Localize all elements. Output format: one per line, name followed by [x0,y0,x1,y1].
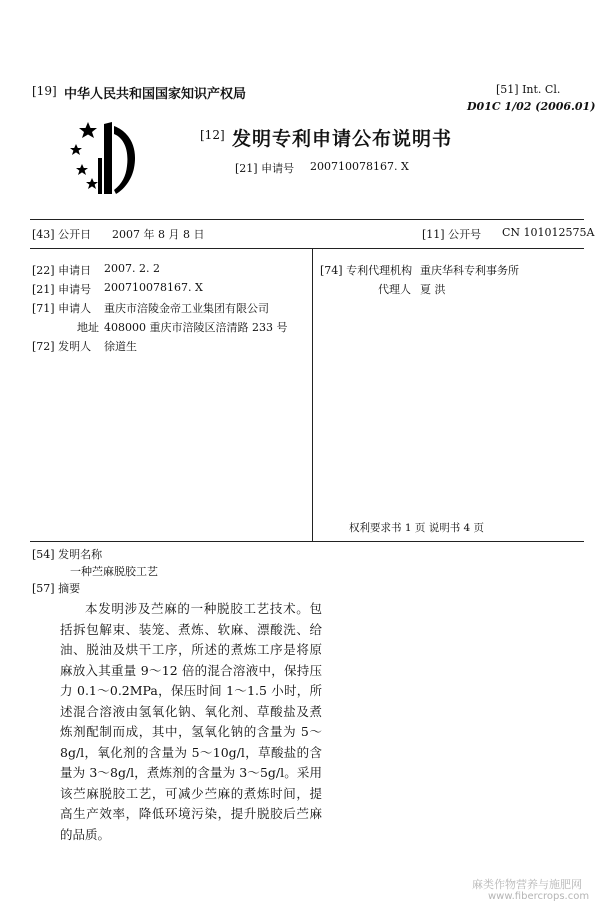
patent-agency: 重庆华科专利事务所 [420,264,519,277]
patent-office-emblem-icon [68,118,142,196]
publication-number-label: [11] 公开号 [422,228,482,241]
filing-date: 2007. 2. 2 [104,262,160,275]
publication-date-label: [43] 公开日 [32,228,92,241]
applicant-label: [71] 申请人 [32,302,92,315]
rule-biblio-top [30,248,584,249]
int-cl-label: [51] Int. Cl. [496,83,561,96]
column-divider [312,249,313,541]
address-label: 地址 [77,321,99,334]
invention-title: 一种苎麻脱胶工艺 [70,565,158,578]
publication-number: CN 101012575A [502,226,595,239]
invention-title-label: [54] 发明名称 [32,548,103,561]
doc-type-code: [12] [200,128,225,142]
abstract-label: [57] 摘要 [32,582,81,595]
agent-label: 代理人 [378,283,411,296]
address: 408000 重庆市涪陵区涪清路 233 号 [104,321,288,334]
inventor-label: [72] 发明人 [32,340,92,353]
app-number-label: [21] 申请号 [32,283,92,296]
ipc-classification: D01C 1/02 (2006.01) [467,100,596,113]
applicant: 重庆市涪陵金帝工业集团有限公司 [104,302,269,315]
page-count: 权利要求书 1 页 说明书 4 页 [349,522,485,534]
application-number-label: [21] 申请号 [235,162,295,175]
publication-date: 2007 年 8 月 8 日 [112,228,205,241]
office-code: [19] [32,84,57,98]
patent-agent: 夏 洪 [420,283,446,296]
application-number: 200710078167. X [310,160,409,173]
inventor: 徐道生 [104,340,137,353]
agency-label: [74] 专利代理机构 [320,264,413,277]
rule-top [30,219,584,220]
app-number: 200710078167. X [104,281,203,294]
patent-office-name: 中华人民共和国国家知识产权局 [64,87,247,102]
abstract-text: 本发明涉及苎麻的一种脱胶工艺技术。包括拆包解束、装笼、煮炼、软麻、漂酸洗、给油、脱油及烘干工序，所述的煮炼工序是将原麻放入其重量 9～12 倍的混合溶液中，保持压力 0.1～0.2MPa，保压时间 1～1.5 小时，所述混合溶液由氢氧化钠、氧化剂、草酸盐及煮炼剂配制而成，其中，氢氧化钠的含量为 5～8g/l，氧化剂的含量为 5～10g/l，草酸盐的含量为 3～8g/l，煮炼剂的含量为 3～5g/l。采用该苎麻脱胶工艺，可减少苎麻的煮炼时间，提高生产效率，降低环境污染，提升脱胶后苎麻的品质。 [60,601,322,842]
filing-date-label: [22] 申请日 [32,264,92,277]
watermark-url: www.fibercrops.com [488,891,590,902]
watermark-site-name: 麻类作物营养与施肥网 [472,878,582,891]
document-type-title: 发明专利申请公布说明书 [232,128,453,150]
rule-biblio-bottom [30,541,584,542]
